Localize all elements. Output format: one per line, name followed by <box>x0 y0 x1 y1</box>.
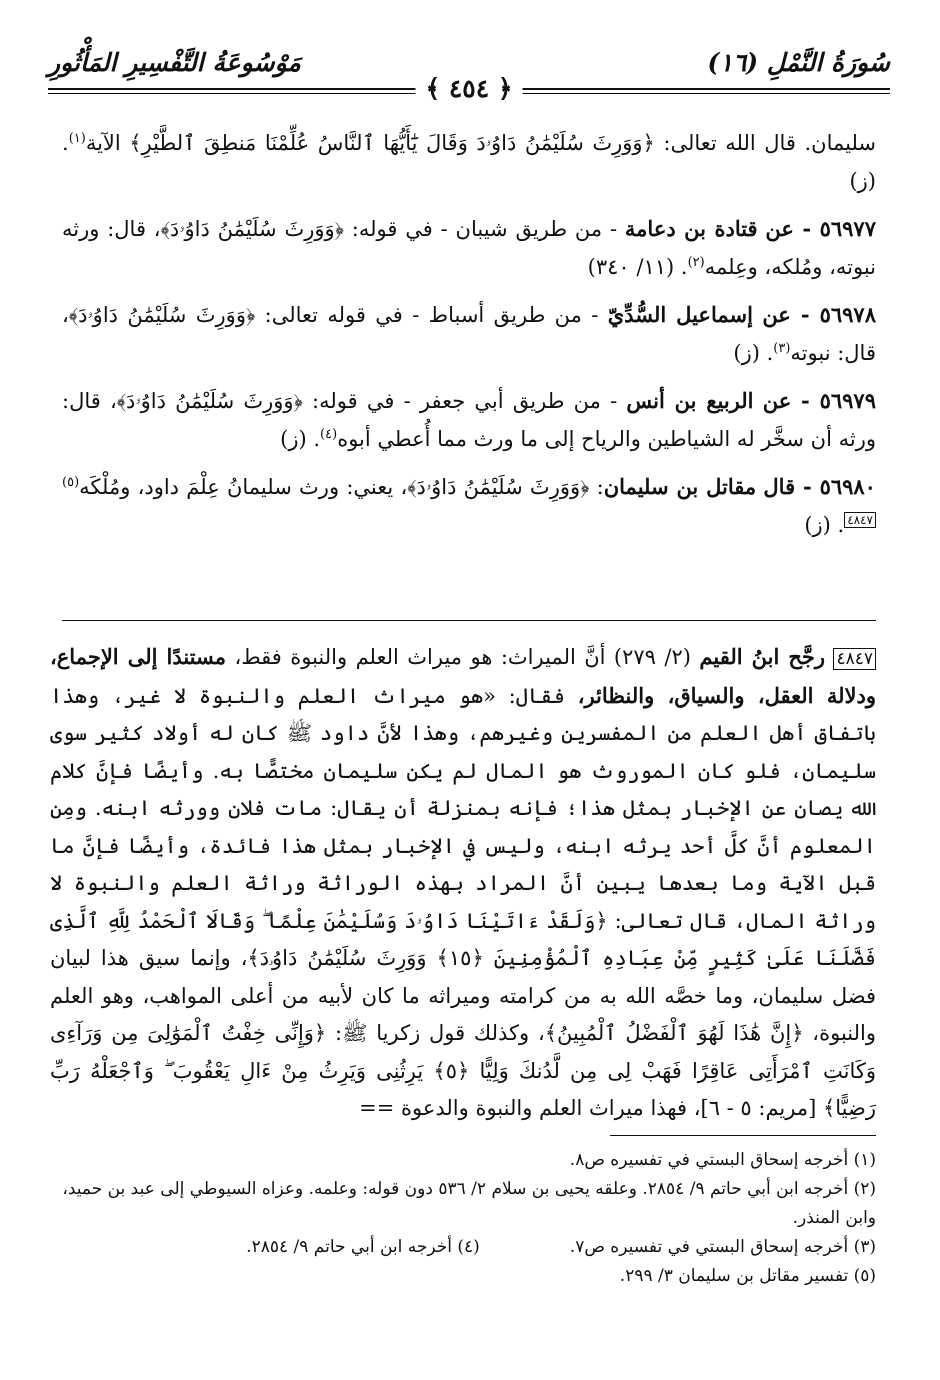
narration-number: ٥٦٩٧٧ - عن <box>765 216 876 241</box>
narration-number: ٥٦٩٧٨ - عن <box>762 302 876 327</box>
footnotes <box>62 1146 876 1291</box>
narration-number: ٥٦٩٨٠ - قال <box>763 474 876 499</box>
commentary-text-1: أنَّ الميراث: هو ميراث العلم والنبوة فقط، <box>234 645 606 669</box>
surah-title: سُورَةُ النَّمْلِ (١٦) <box>707 48 890 77</box>
narration-body: - من طريق أسباط - في قوله تعالى: ﴿وَوَرِثَ سُلَيْمَٰنُ دَاوُۥدَ﴾، قال: نبوته <box>62 303 876 365</box>
footnote-ref: (١) <box>68 131 86 146</box>
narration-3 <box>62 382 876 458</box>
footnote-5: (٥) تفسير مقاتل بن سليمان ٣/ ٢٩٩. <box>619 1266 876 1286</box>
narration-tail: . (ز) <box>62 131 876 193</box>
narration-number: ٥٦٩٧٩ - عن <box>762 388 876 413</box>
footnote-1: (١) أخرجه إسحاق البستي في تفسيره ص٨. <box>569 1150 876 1170</box>
narrator-name: الربيع بن أنس <box>626 388 754 413</box>
narration-4 <box>62 468 876 544</box>
footnote-ref: (٤) <box>320 427 338 442</box>
footnote-ref: (٢) <box>687 255 705 270</box>
narration-body: : ﴿وَوَرِثَ سُلَيْمَٰنُ دَاوُۥدَ﴾، يعني: ورث سليمانُ عِلْمَ داود، ومُلْكَه <box>79 475 604 499</box>
narration-body: - من طريق شيبان - في قوله: ﴿وَوَرِثَ سُلَيْمَٰنُ دَاوُۥدَ﴾، قال: ورثه نبوته، ومُلكه، وعِلمه <box>62 217 876 279</box>
commentary-paragraph <box>50 638 876 1128</box>
narration-tail: . (١١/ ٣٤٠) <box>587 255 688 279</box>
footnote-2: (٢) أخرجه ابن أبي حاتم ٩/ ٢٨٥٤. وعلقه يحيى بن سلام ٢/ ٥٣٦ دون قوله: وعلمه. وعزاه السيوطي إلى عبد بن حميد، وابن المنذر. <box>62 1179 876 1228</box>
footnote-ref: (٥) <box>62 475 80 490</box>
commentary-note <box>50 638 876 1128</box>
page-number: ﴿ ٤٥٤ ﴾ <box>415 74 522 103</box>
book-title: مَوْسُوعَةُ التَّفْسِيرِ المَأْثُورِ <box>48 48 301 77</box>
narration-1 <box>62 210 876 286</box>
commentary-lead: رجَّح ابنُ القيم <box>699 644 826 669</box>
narration-2 <box>62 296 876 372</box>
narration-tail: . (ز) <box>804 513 845 537</box>
narrations <box>62 124 876 554</box>
narration-body: - من طريق أبي جعفر - في قوله: ﴿وَوَرِثَ سُلَيْمَٰنُ دَاوُۥدَ﴾، قال: ورثه أن سخَّر له الشياطين والرياح إلى ما ورث مما أُعطي أبوه <box>62 389 876 451</box>
footnote-row-3-4 <box>62 1233 876 1262</box>
commentary-text-2: فقال: «هو ميراث العلم والنبوة لا غير، وهذا باتفاق أهل العلم من المفسرين وغيرهم، وهذا لأنَّ داود ﷺ كان له أولاد كثير سوى سليمان، فلو كان الموروث هو المال لم يكن سليمان مختصًّا به. وأيضًا فإنَّ كلام الله يصان عن الإخبار بمثل هذا؛ فإنه بمنزلة أن يقال: مات فلان وورثه ابنه. ومِن المعلوم أنَّ كلَّ أحد يرثه ابنه، وليس في الإخبار بمثل هذا فائدة، وأيضًا فإنَّ ما قبل الآية وما بعدها يبين أنَّ المراد بهذه الوراثة وراثة العلم والنبوة لا وراثة المال، قال تعالى: ﴿وَلَقَدْ ءَاتَيْنَا دَاوُۥدَ وَسُلَيْمَٰنَ عِلْمًا ۖ وَقَالَا ٱلْحَمْدُ لِلَّهِ ٱلَّذِى فَضَّلَنَا عَلَىٰ كَثِيرٍ مِّنْ عِبَادِهِ ٱلْمُؤْمِنِينَ ﴿١٥﴾ وَوَرِثَ سُلَيْمَٰنُ دَاوُۥدَ﴾، وإنما سيق هذا لبيان فضل سليمان، وما خصَّه الله به من كرامته وميراثه ما كان لأبيه من أعلى المواهب، وهو العلم والنبوة، ﴿إِنَّ هَٰذَا لَهُوَ ٱلْفَضْلُ ٱلْمُبِينُ﴾، وكذلك قول زكريا ﷺ: ﴿وَإِنِّى خِفْتُ ٱلْمَوَٰلِىَ مِن وَرَآءِى وَكَانَتِ ٱمْرَأَتِى عَاقِرًا فَهَبْ لِى مِن لَّدُنكَ وَلِيًّا ﴿٥﴾ يَرِثُنِى وَيَرِثُ مِنْ ءَالِ يَعْقُوبَ ۖ وَٱجْعَلْهُ رَبِّ رَضِيًّا﴾ [مريم: ٥ - ٦]، فهذا ميراث العلم والنبوة والدعوة == <box>50 683 877 1120</box>
narration-tail: . (ز) <box>733 341 774 365</box>
commentary-ref: (٢/ ٢٧٩) <box>613 645 691 669</box>
commentary-divider <box>62 620 876 621</box>
narration-body: سليمان. قال الله تعالى: ﴿وَوَرِثَ سُلَيْمَٰنُ دَاوُۥدَ وَقَالَ يَٰٓأَيُّهَا ٱلنَّاسُ عُلِّمْنَا مَنطِقَ ٱلطَّيْرِ﴾ الآية <box>85 131 876 155</box>
footnote-ref: (٣) <box>773 341 791 356</box>
commentary-number-box: ٤٨٤٧ <box>833 648 876 670</box>
narration-0 <box>62 124 876 200</box>
footnote-4: (٤) أخرجه ابن أبي حاتم ٩/ ٢٨٥٤. <box>246 1237 480 1257</box>
footnote-3: (٣) أخرجه إسحاق البستي في تفسيره ص٧. <box>569 1237 876 1257</box>
footnote-divider <box>610 1135 876 1136</box>
narrator-name: قتادة بن دعامة <box>624 216 758 241</box>
narrator-name: إسماعيل السُّدِّيّ <box>607 302 753 327</box>
commentary-bold: مستندًا إلى الإجماع، ودلالة العقل، والسياق، والنظائر، <box>50 644 876 708</box>
commentary-ref-box: ٤٨٤٧ <box>844 512 876 528</box>
page-header <box>48 44 890 110</box>
narration-tail: . (ز) <box>280 427 321 451</box>
narrator-name: مقاتل بن سليمان <box>603 474 757 499</box>
